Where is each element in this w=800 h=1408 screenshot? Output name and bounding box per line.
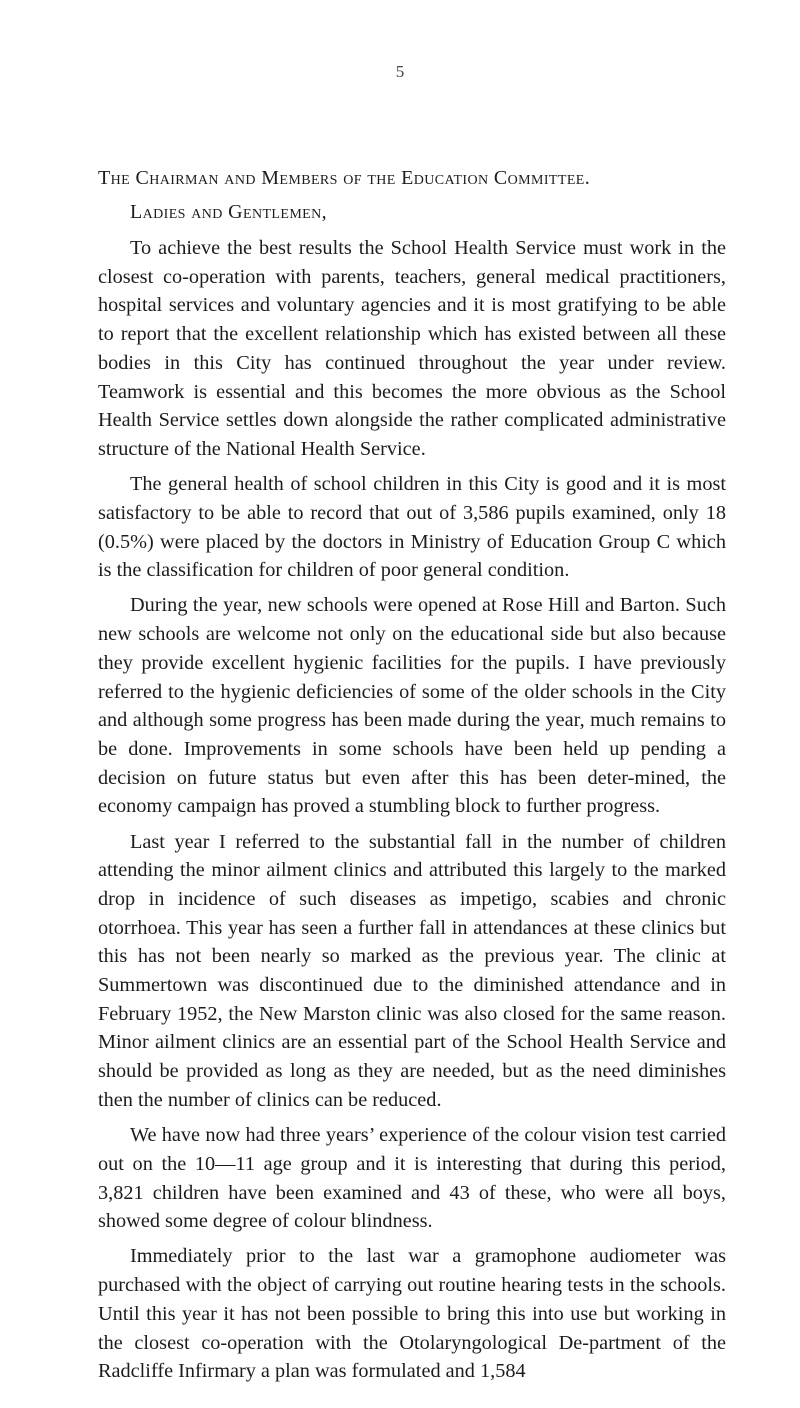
letter-greeting: Ladies and Gentlemen, [130, 201, 328, 223]
paragraph-teamwork: To achieve the best results the School Health Service must work in the closest co-operation with parents, teachers, general medical practitioners, hospital services and voluntary agencies and it is most gratifying to be able to report that the excellent relationship which has existed between all these bodies in this City has continued throughout the year under review. Teamwork is essential and this becomes the more obvious as the School Health Service settles down alongside the rather complicated administrative structure of the National Health Service. [98, 237, 726, 460]
letter-body [98, 234, 726, 1392]
paragraph-colour-vision: We have now had three years’ experience of the colour vision test carried out on the 10—11 age group and it is interesting that during this period, 3,821 children have been examined and 43 of these, who were all boys, showed some degree of colour blindness. [98, 1124, 726, 1233]
paragraph-audiometer: Immediately prior to the last war a gramophone audiometer was purchased with the object of carrying out routine hearing tests in the schools. Until this year it has not been possible to bring this into use but working in the closest co-operation with the Otolaryngological De-partment of the Radcliffe Infirmary a plan was formulated and 1,584 [98, 1245, 726, 1383]
paragraph-new-schools: During the year, new schools were opened at Rose Hill and Barton. Such new schools are welcome not only on the educational side but also because they provide excellent hygienic facilities for the pupils. I have previously referred to the hygienic deficiencies of some of the older schools in the City and although some progress has been made during the year, much remains to be done. Improvements in some schools have been held up pending a decision on future status but even after this has been deter-mined, the economy campaign has proved a stumbling block to further progress. [98, 594, 726, 818]
paragraph-general-health: The general health of school children in this City is good and it is most satisfactory to be able to record that out of 3,586 pupils examined, only 18 (0.5%) were placed by the doctors in Ministry of Education Group C which is the classification for children of poor general condition. [98, 473, 726, 582]
letter-addressee: The Chairman and Members of the Education Committee. [98, 167, 591, 189]
paragraph-minor-ailment-clinics: Last year I referred to the substantial fall in the number of children attending the minor ailment clinics and attributed this largely to the marked drop in incidence of such diseases as impetigo, scabies and chronic otorrhoea. This year has seen a further fall in attendances at these clinics but this has not been nearly so marked as the previous year. The clinic at Summertown was discontinued due to the diminished attendance and in February 1952, the New Marston clinic was also closed for the same reason. Minor ailment clinics are an essential part of the School Health Service and should be provided as long as they are needed, but as the need diminishes then the number of clinics can be reduced. [98, 830, 726, 1111]
page-number: 5 [395, 62, 405, 81]
